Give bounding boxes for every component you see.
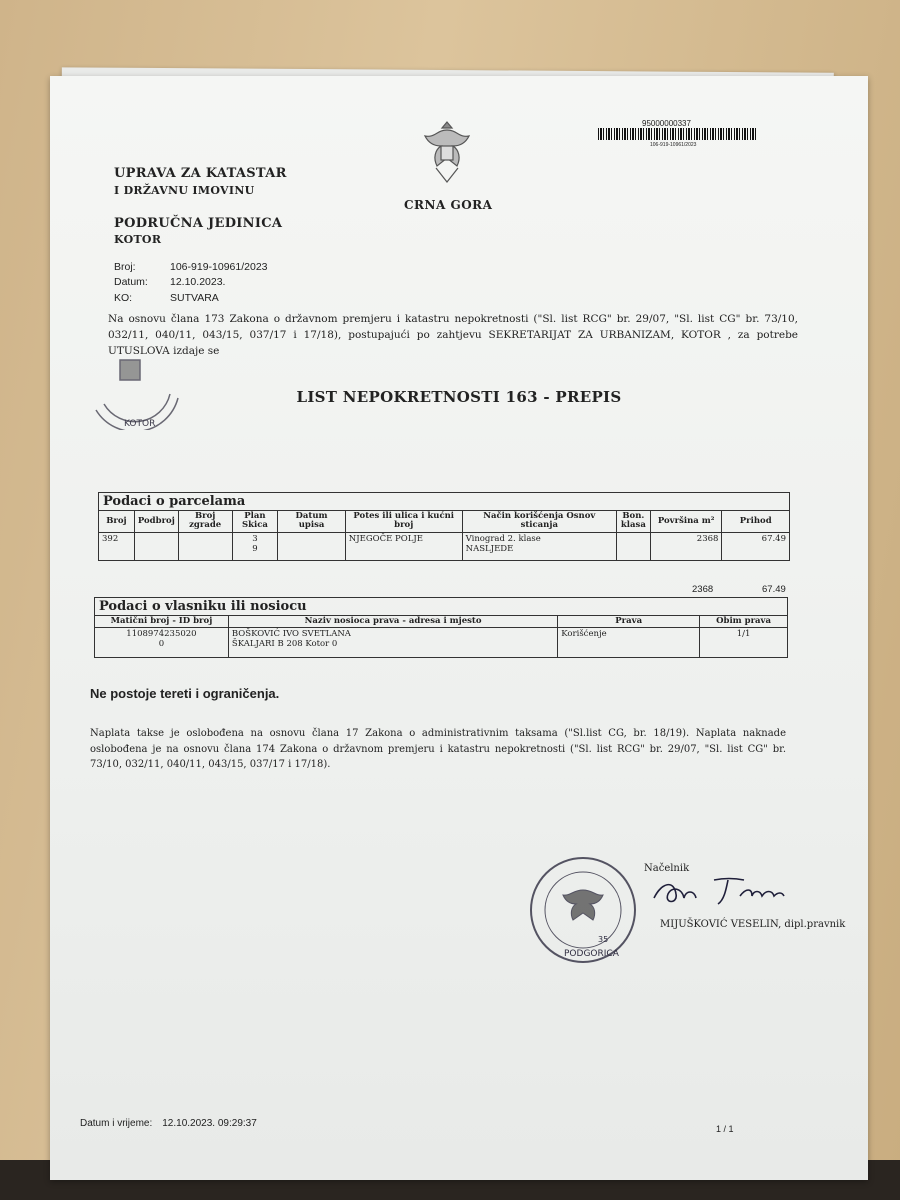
fee-paragraph: Naplata takse je oslobođena na osnovu člana 17 Zakona o administrativnim taksama ("Sl.list CG, br. 18/19). Naplata naknade oslobođena je na osnovu člana 174 Zakona o državnom premjeru i katastru nepokretnosti ("Sl. list RCG" br. 29/07, "Sl. list CG" br. 73/10, 032/11, 040/11, 043/15, 037/17 i 17/18). <box>90 728 786 770</box>
intro-paragraph: Na osnovu člana 173 Zakona o državnom premjeru i katastru nepokretnosti ("Sl. list RCG" br. 29/07, "Sl. list CG" br. 73/10, 032/11, 040/11, 043/15, 037/17 i 17/18), postupajući po zahtjevu SEKRETARIJAT ZA URBANIZAM, KOTOR , za potrebe UTUSLOVA izdaje se <box>108 313 798 357</box>
handwritten-signature <box>644 866 804 916</box>
footer-datetime: Datum i vrijeme: 12.10.2023. 09:29:37 <box>80 1118 257 1129</box>
official-seal-icon <box>528 846 638 974</box>
org-name-line2: I DRŽAVNU IMOVINU <box>114 184 255 197</box>
barcode <box>598 128 756 140</box>
svg-text:PODGORICA: PODGORICA <box>564 949 619 959</box>
barcode-number: 95000000337 <box>642 119 691 128</box>
encumbrance-notice: Ne postoje tereti i ograničenja. <box>90 686 280 701</box>
total-income: 67.49 <box>762 584 786 595</box>
org-name-line1: UPRAVA ZA KATASTAR <box>114 166 287 181</box>
unit-name-line2: KOTOR <box>114 233 162 246</box>
coat-of-arms-icon <box>418 116 476 190</box>
table-row: 392 3 9 NJEGOČE POLJE Vinograd 2. klase NASLJEDE 2368 67.49 <box>99 532 790 560</box>
owners-section-title: Podaci o vlasniku ili nosiocu <box>95 598 788 616</box>
country-name: CRNA GORA <box>404 198 493 212</box>
parcels-section-title: Podaci o parcelama <box>99 493 790 511</box>
round-stamp-icon <box>86 340 186 430</box>
parcels-header-row: Broj Podbroj Broj zgrade Plan Skica Datum upisa Potes ili ulica i kućni broj Način korišćenja Osnov sticanja Bon. klasa Površina m² Prihod <box>99 511 790 533</box>
owners-header-row: Matični broj - ID broj Naziv nosioca prava - adresa i mjesto Prava Obim prava <box>95 616 788 628</box>
total-area: 2368 <box>692 584 714 595</box>
barcode-caption: 106-919-10961/2023 <box>650 142 697 148</box>
meta-row-datum: Datum: 12.10.2023. <box>114 276 226 288</box>
signatory-title: Načelnik <box>644 863 690 874</box>
document-page <box>50 76 868 1180</box>
meta-row-ko: KO: SUTVARA <box>114 292 219 304</box>
signatory-name: MIJUŠKOVIĆ VESELIN, dipl.pravnik <box>660 919 846 930</box>
parcels-table <box>98 492 790 561</box>
page-number: 1 / 1 <box>716 1124 734 1134</box>
svg-text:35: 35 <box>598 935 609 944</box>
owners-table <box>94 597 788 658</box>
table-row: 1108974235020 0 BOŠKOVIĆ IVO SVETLANA ŠKALJARI B 208 Kotor 0 Korišćenje 1/1 <box>95 628 788 658</box>
svg-text:KOTOR: KOTOR <box>124 419 156 429</box>
unit-name-line1: PODRUČNA JEDINICA <box>114 216 283 231</box>
document-title: LIST NEPOKRETNOSTI 163 - PREPIS <box>296 388 622 406</box>
meta-row-broj: Broj: 106-919-10961/2023 <box>114 261 268 273</box>
